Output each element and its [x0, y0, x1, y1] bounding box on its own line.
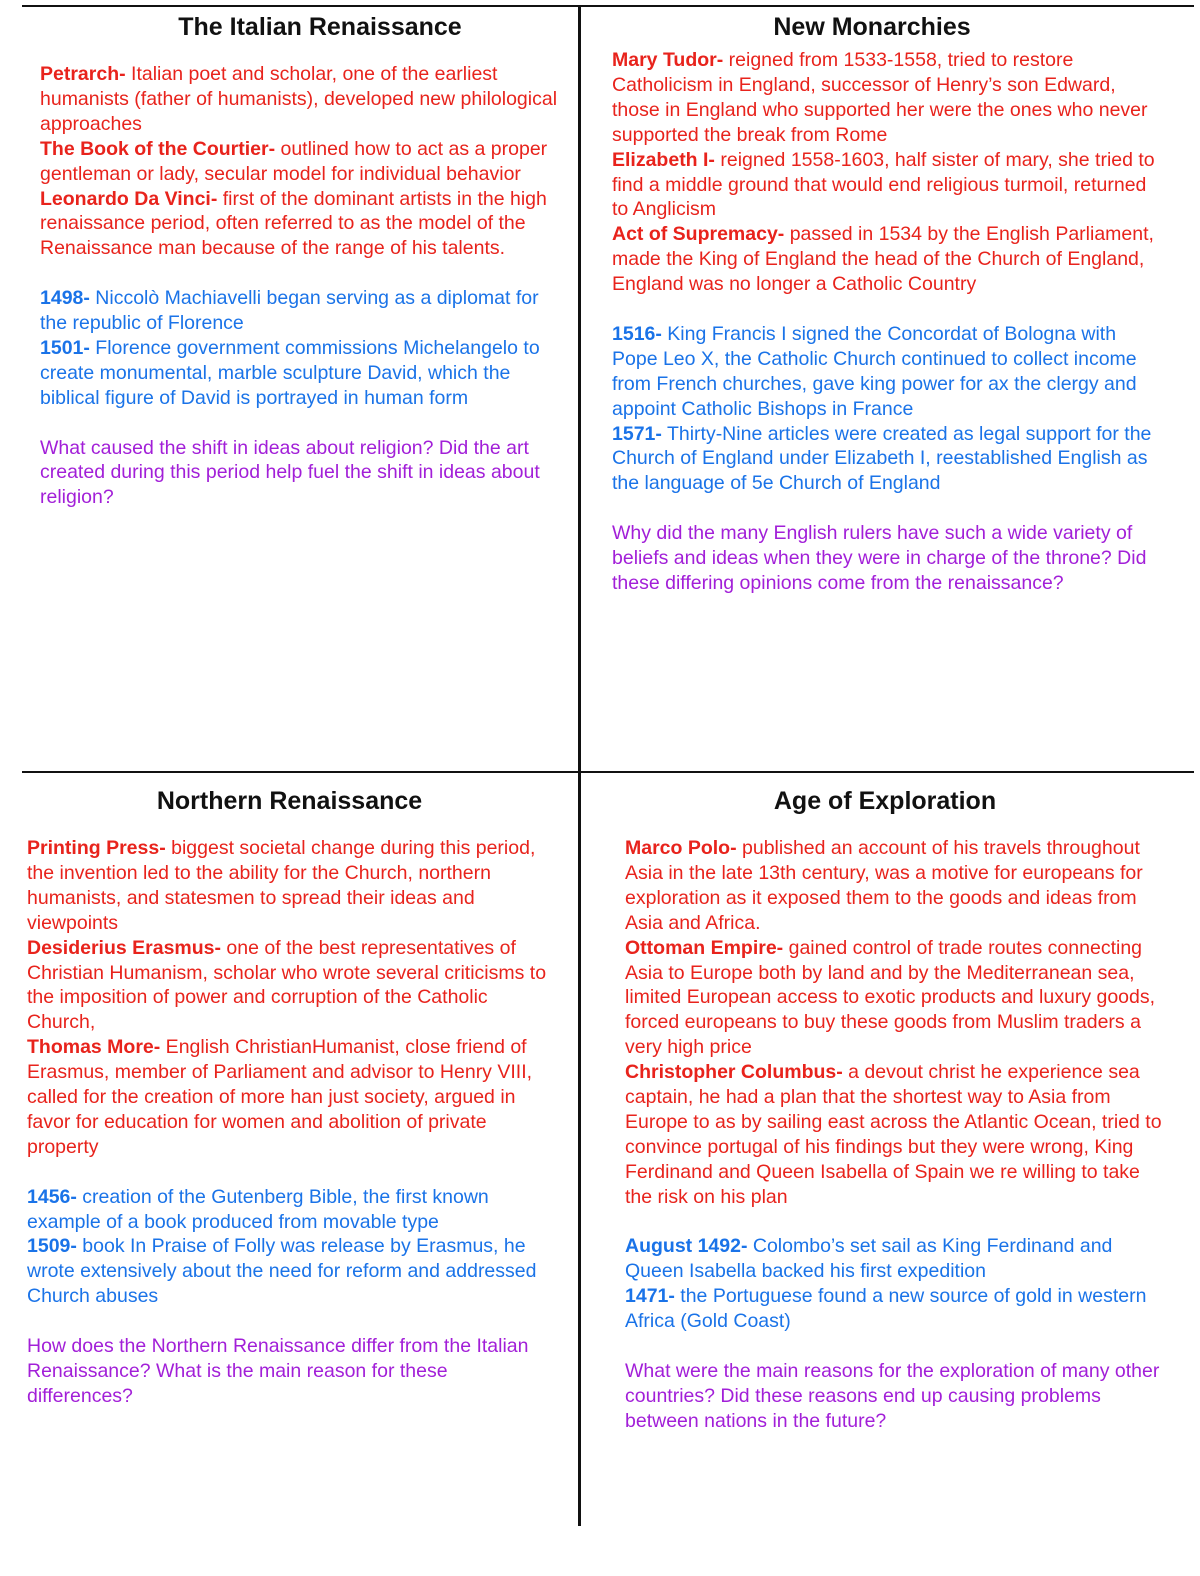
middle-rule — [22, 771, 1194, 773]
term-name: Printing Press- — [27, 837, 166, 859]
term-entry — [625, 836, 1165, 936]
date-label: August 1492- — [625, 1235, 748, 1258]
term-entry — [625, 936, 1165, 1061]
quadrant-new-monarchies — [612, 12, 1162, 596]
term-description: first of the dominant artists in the high renaissance period, often referred to as the model of the Renaissance man because of the range of his talents. — [40, 187, 547, 260]
term-entry — [40, 187, 570, 262]
term-entry — [27, 836, 552, 936]
date-entry — [40, 336, 570, 411]
date-entry — [612, 322, 1162, 422]
date-description: Florence government commissions Michelangelo to create monumental, marble sculpture David, which the biblical figure of David is portrayed in human form — [40, 336, 540, 409]
quadrant-age-of-exploration — [625, 786, 1165, 1434]
date-description: King Francis I signed the Concordat of Bologna with Pope Leo X, the Catholic Church continued to collect income from French churches, gave king power for ax the clergy and appoint Catholic Bishops in France — [612, 322, 1137, 420]
term-name: Thomas More- — [27, 1036, 161, 1059]
term-description: reigned 1558-1603, half sister of mary, she tried to find a middle ground that would end religious turmoil, returned to Anglicism — [612, 148, 1155, 221]
quadrant-title: Northern Renaissance — [156, 787, 423, 815]
date-entry — [27, 1185, 552, 1235]
term-name: Desiderius Erasmus- — [27, 936, 222, 959]
term-description: English ChristianHumanist, close friend of Erasmus, member of Parliament and advisor to Henry VIII, called for the creation of more han just society, argued in favor for education for women and abolition of private property — [27, 1036, 533, 1158]
term-description: a devout christ he experience sea captain, he had a plan that the shortest way to Asia from Europe to as by sailing east across the Atlantic Ocean, tried to convince portugal of his findings but they were wrong, King Ferdinand and Queen Isabella of Spain we re willing to take the risk on his plan — [625, 1061, 1162, 1208]
date-label: 1516- — [612, 322, 662, 345]
date-description: book In Praise of Folly was release by Erasmus, he wrote extensively about the need for reform and addressed Church abuses — [27, 1235, 537, 1308]
term-entry — [625, 1060, 1165, 1209]
date-entry — [40, 286, 570, 336]
term-name: The Book of the Courtier- — [40, 137, 276, 160]
date-label: 1571- — [612, 422, 662, 445]
term-description: published an account of his travels throughout Asia in the late 13th century, was a motive for europeans for exploration as it exposed them to the goods and ideas from Asia and Africa. — [625, 837, 1143, 934]
discussion-question: Why did the many English rulers have such a wide variety of beliefs and ideas when they were in charge of the throne? Did these differing opinions come from the renaissance? — [612, 522, 1147, 594]
quadrant-italian-renaissance — [40, 12, 570, 510]
quadrant-title: New Monarchies — [773, 13, 971, 41]
term-name: Act of Supremacy- — [612, 223, 785, 246]
term-entry — [612, 222, 1162, 297]
date-label: 1509- — [27, 1235, 77, 1258]
date-description: creation of the Gutenberg Bible, the first known example of a book produced from movable type — [27, 1185, 489, 1233]
term-description: outlined how to act as a proper gentleman or lady, secular model for individual behavior — [40, 137, 548, 185]
term-entry — [40, 62, 570, 137]
term-entry — [612, 48, 1162, 148]
term-name: Petrarch- — [40, 63, 126, 85]
term-description: passed in 1534 by the English Parliament, made the King of England the head of the Church of England, England was no longer a Catholic Country — [612, 223, 1154, 296]
term-description: reigned from 1533-1558, tried to restore Catholicism in England, successor of Henry’s son Edward, those in England who supported her were the ones who never supported the break from Rome — [612, 49, 1148, 146]
date-description: Niccolò Machiavelli began serving as a diplomat for the republic of Florence — [40, 287, 539, 335]
date-label: 1498- — [40, 287, 90, 310]
term-description: one of the best representatives of Christian Humanism, scholar who wrote several criticisms to the imposition of power and corruption of the Catholic Church, — [27, 936, 547, 1034]
date-description: Thirty-Nine articles were created as legal support for the Church of England under Elizabeth I, reestablished English as the language of 5e Church of England — [612, 422, 1152, 495]
term-name: Christopher Columbus- — [625, 1061, 843, 1084]
term-description: Italian poet and scholar, one of the earliest humanists (father of humanists), developed new philological approaches — [40, 63, 558, 135]
quadrant-title: Age of Exploration — [773, 787, 997, 815]
quadrant-title: The Italian Renaissance — [178, 13, 462, 41]
term-entry — [40, 137, 570, 187]
term-name: Elizabeth I- — [612, 148, 715, 171]
top-rule — [22, 5, 1194, 7]
date-label: 1471- — [625, 1285, 675, 1308]
term-description: gained control of trade routes connecting Asia to Europe both by land and by the Mediterranean sea, limited European access to exotic products and luxury goods, forced europeans to buy these goods from Muslim traders a very high price — [625, 936, 1156, 1059]
discussion-question: What were the main reasons for the exploration of many other countries? Did these reasons end up causing problems between nations in the future? — [625, 1360, 1160, 1432]
term-name: Mary Tudor- — [612, 49, 724, 71]
term-entry — [27, 936, 552, 1036]
date-entry — [625, 1284, 1165, 1334]
term-description: biggest societal change during this period, the invention led to the ability for the Church, northern humanists, and statesmen to spread their ideas and viewpoints — [27, 837, 536, 934]
date-label: 1501- — [40, 336, 90, 359]
date-entry — [625, 1234, 1165, 1284]
date-description: the Portuguese found a new source of gold in western Africa (Gold Coast) — [625, 1285, 1147, 1333]
date-label: 1456- — [27, 1185, 77, 1208]
date-entry — [27, 1234, 552, 1309]
term-name: Marco Polo- — [625, 837, 737, 859]
term-name: Ottoman Empire- — [625, 936, 784, 959]
term-entry — [612, 148, 1162, 223]
date-description: Colombo’s set sail as King Ferdinand and Queen Isabella backed his first expedition — [625, 1235, 1113, 1283]
discussion-question: What caused the shift in ideas about religion? Did the art created during this period help fuel the shift in ideas about religion? — [40, 436, 540, 509]
term-name: Leonardo Da Vinci- — [40, 187, 218, 210]
date-entry — [612, 422, 1162, 497]
term-entry — [27, 1035, 552, 1160]
discussion-question: How does the Northern Renaissance differ from the Italian Renaissance? What is the main reason for these differences? — [27, 1335, 529, 1407]
center-rule — [578, 5, 581, 1526]
quadrant-northern-renaissance — [27, 786, 552, 1409]
